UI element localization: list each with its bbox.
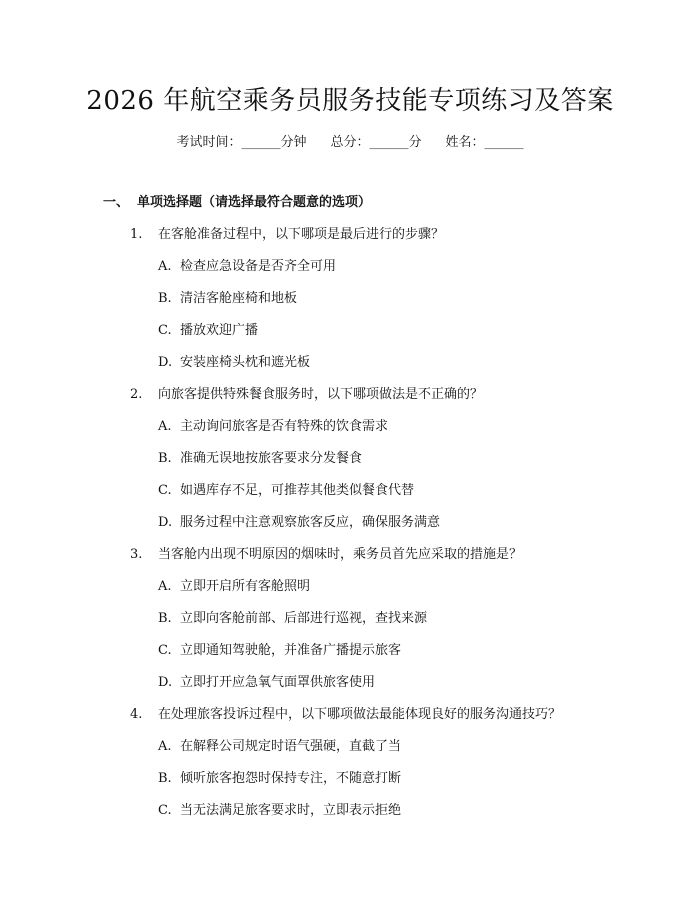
- option-text: 倾听旅客抱怨时保持专注，不随意打断: [180, 771, 402, 786]
- option-letter: C.: [158, 323, 172, 338]
- option-text: 安装座椅头枕和遮光板: [180, 355, 311, 370]
- question-4: [130, 703, 561, 722]
- option-letter: C.: [158, 483, 172, 498]
- option-text: 如遇库存不足，可推荐其他类似餐食代替: [180, 483, 415, 498]
- question-2: [130, 383, 483, 402]
- exam-time-field: 考试时间：______分钟: [176, 135, 307, 150]
- option-letter: C.: [158, 803, 172, 818]
- option-text: 立即打开应急氧气面罩供旅客使用: [180, 675, 376, 690]
- question-text: 在处理旅客投诉过程中，以下哪项做法最能体现良好的服务沟通技巧？: [158, 707, 562, 722]
- option-letter: D.: [158, 515, 173, 530]
- option-letter: B.: [158, 611, 172, 626]
- option-text: 立即向客舱前部、后部进行巡视，查找来源: [180, 611, 428, 626]
- option-letter: C.: [158, 643, 172, 658]
- q4-option-c: [158, 799, 401, 818]
- option-letter: D.: [158, 355, 173, 370]
- option-letter: B.: [158, 451, 172, 466]
- question-number: 3.: [130, 547, 143, 562]
- option-text: 准确无误地按旅客要求分发餐食: [180, 451, 363, 466]
- option-text: 立即通知驾驶舱，并准备广播提示旅客: [180, 643, 402, 658]
- option-text: 播放欢迎广播: [180, 323, 259, 338]
- q1-option-a: [158, 255, 336, 274]
- student-name-field: 姓名：______: [445, 135, 524, 150]
- q3-option-a: [158, 575, 310, 594]
- question-number: 1.: [130, 227, 143, 242]
- q2-option-d: [158, 511, 440, 530]
- question-3: [130, 543, 522, 562]
- option-letter: B.: [158, 771, 172, 786]
- question-text: 在客舱准备过程中，以下哪项是最后进行的步骤？: [158, 227, 445, 242]
- option-text: 服务过程中注意观察旅客反应，确保服务满意: [180, 515, 441, 530]
- question-1: [130, 223, 444, 242]
- q3-option-c: [158, 639, 401, 658]
- option-text: 检查应急设备是否齐全可用: [180, 259, 337, 274]
- section-number: 一、: [103, 195, 130, 210]
- option-letter: A.: [158, 579, 172, 594]
- question-text: 当客舱内出现不明原因的烟味时，乘务员首先应采取的措施是？: [158, 547, 523, 562]
- option-letter: A.: [158, 419, 172, 434]
- q3-option-b: [158, 607, 427, 626]
- q2-option-b: [158, 447, 362, 466]
- section-title: 单项选择题（请选择最符合题意的选项）: [137, 195, 372, 210]
- option-text: 在解释公司规定时语气强硬，直截了当: [180, 739, 402, 754]
- exam-info-line: [0, 131, 700, 150]
- question-text: 向旅客提供特殊餐食服务时，以下哪项做法是不正确的？: [158, 387, 484, 402]
- option-letter: A.: [158, 739, 172, 754]
- q1-option-b: [158, 287, 297, 306]
- option-text: 清洁客舱座椅和地板: [180, 291, 298, 306]
- section-heading: [103, 191, 371, 210]
- q1-option-c: [158, 319, 258, 338]
- option-text: 立即开启所有客舱照明: [180, 579, 311, 594]
- q2-option-c: [158, 479, 414, 498]
- q1-option-d: [158, 351, 310, 370]
- question-number: 2.: [130, 387, 143, 402]
- q3-option-d: [158, 671, 375, 690]
- q4-option-a: [158, 735, 401, 754]
- option-text: 主动询问旅客是否有特殊的饮食需求: [180, 419, 389, 434]
- question-number: 4.: [130, 707, 143, 722]
- total-score-field: 总分：______分: [330, 135, 422, 150]
- option-letter: A.: [158, 259, 172, 274]
- option-text: 当无法满足旅客要求时，立即表示拒绝: [180, 803, 402, 818]
- option-letter: B.: [158, 291, 172, 306]
- q2-option-a: [158, 415, 388, 434]
- page-title: 2026 年航空乘务员服务技能专项练习及答案: [86, 86, 614, 116]
- option-letter: D.: [158, 675, 173, 690]
- q4-option-b: [158, 767, 401, 786]
